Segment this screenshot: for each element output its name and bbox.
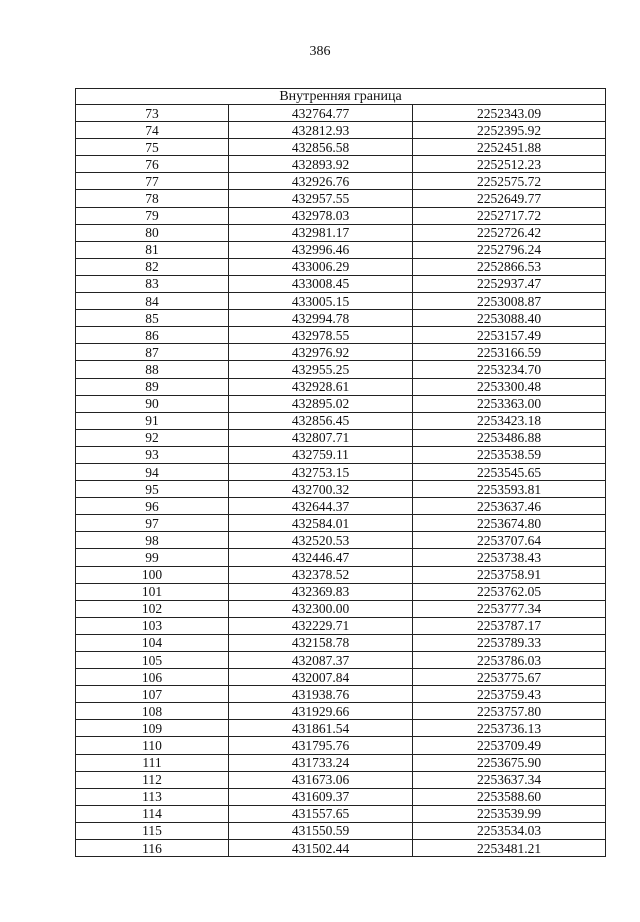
y-coordinate-cell: 2253757.80 [413,703,606,720]
x-coordinate-cell: 432369.83 [229,583,413,600]
table-row [76,498,606,515]
y-coordinate-cell: 2252512.23 [413,156,606,173]
y-coordinate-cell: 2253588.60 [413,788,606,805]
point-number-cell: 116 [76,840,229,857]
table-row [76,224,606,241]
point-number-cell: 95 [76,481,229,498]
table-row [76,378,606,395]
table-row [76,190,606,207]
point-number-cell: 84 [76,293,229,310]
x-coordinate-cell: 432584.01 [229,515,413,532]
point-number-cell: 107 [76,686,229,703]
y-coordinate-cell: 2252451.88 [413,139,606,156]
y-coordinate-cell: 2253593.81 [413,481,606,498]
x-coordinate-cell: 433008.45 [229,275,413,292]
point-number-cell: 96 [76,498,229,515]
table-row [76,344,606,361]
point-number-cell: 114 [76,805,229,822]
x-coordinate-cell: 431929.66 [229,703,413,720]
x-coordinate-cell: 432300.00 [229,600,413,617]
table-row [76,532,606,549]
point-number-cell: 110 [76,737,229,754]
y-coordinate-cell: 2252575.72 [413,173,606,190]
table-row [76,241,606,258]
y-coordinate-cell: 2253707.64 [413,532,606,549]
table-row [76,463,606,480]
y-coordinate-cell: 2253787.17 [413,617,606,634]
x-coordinate-cell: 433005.15 [229,293,413,310]
table-row [76,583,606,600]
point-number-cell: 75 [76,139,229,156]
y-coordinate-cell: 2253759.43 [413,686,606,703]
x-coordinate-cell: 431733.24 [229,754,413,771]
y-coordinate-cell: 2252937.47 [413,275,606,292]
table-row [76,566,606,583]
y-coordinate-cell: 2253538.59 [413,446,606,463]
y-coordinate-cell: 2253637.46 [413,498,606,515]
x-coordinate-cell: 431795.76 [229,737,413,754]
point-number-cell: 113 [76,788,229,805]
table-row [76,805,606,822]
table-body [76,105,606,857]
table-header-row [76,89,606,105]
table-row [76,105,606,122]
table-row [76,207,606,224]
x-coordinate-cell: 432978.55 [229,327,413,344]
y-coordinate-cell: 2253637.34 [413,771,606,788]
y-coordinate-cell: 2253675.90 [413,754,606,771]
table-row [76,669,606,686]
point-number-cell: 78 [76,190,229,207]
point-number-cell: 82 [76,258,229,275]
point-number-cell: 103 [76,617,229,634]
page-number: 386 [309,44,331,59]
point-number-cell: 98 [76,532,229,549]
coordinates-table [75,88,606,857]
y-coordinate-cell: 2253088.40 [413,310,606,327]
y-coordinate-cell: 2253777.34 [413,600,606,617]
x-coordinate-cell: 432978.03 [229,207,413,224]
x-coordinate-cell: 432895.02 [229,395,413,412]
table-row [76,481,606,498]
x-coordinate-cell: 432928.61 [229,378,413,395]
y-coordinate-cell: 2253789.33 [413,634,606,651]
table-row [76,122,606,139]
x-coordinate-cell: 432996.46 [229,241,413,258]
table-row [76,327,606,344]
point-number-cell: 90 [76,395,229,412]
point-number-cell: 92 [76,429,229,446]
x-coordinate-cell: 432764.77 [229,105,413,122]
table-row [76,412,606,429]
table-row [76,361,606,378]
table-row [76,652,606,669]
point-number-cell: 80 [76,224,229,241]
point-number-cell: 105 [76,652,229,669]
point-number-cell: 111 [76,754,229,771]
table-header: Внутренняя граница [76,89,606,105]
table-row [76,310,606,327]
x-coordinate-cell: 432976.92 [229,344,413,361]
table-row [76,771,606,788]
point-number-cell: 76 [76,156,229,173]
table-row [76,429,606,446]
x-coordinate-cell: 431938.76 [229,686,413,703]
y-coordinate-cell: 2253166.59 [413,344,606,361]
table-row [76,788,606,805]
table-row [76,275,606,292]
table-row [76,549,606,566]
table-row [76,737,606,754]
y-coordinate-cell: 2253363.00 [413,395,606,412]
y-coordinate-cell: 2253486.88 [413,429,606,446]
x-coordinate-cell: 432957.55 [229,190,413,207]
point-number-cell: 86 [76,327,229,344]
y-coordinate-cell: 2253545.65 [413,463,606,480]
table-row [76,686,606,703]
y-coordinate-cell: 2253674.80 [413,515,606,532]
table-row [76,515,606,532]
point-number-cell: 115 [76,822,229,839]
y-coordinate-cell: 2252717.72 [413,207,606,224]
point-number-cell: 88 [76,361,229,378]
y-coordinate-cell: 2253762.05 [413,583,606,600]
x-coordinate-cell: 432753.15 [229,463,413,480]
x-coordinate-cell: 432087.37 [229,652,413,669]
y-coordinate-cell: 2253736.13 [413,720,606,737]
x-coordinate-cell: 431557.65 [229,805,413,822]
x-coordinate-cell: 432807.71 [229,429,413,446]
x-coordinate-cell: 431609.37 [229,788,413,805]
point-number-cell: 93 [76,446,229,463]
x-coordinate-cell: 433006.29 [229,258,413,275]
point-number-cell: 77 [76,173,229,190]
table-row [76,395,606,412]
table-row [76,822,606,839]
y-coordinate-cell: 2253738.43 [413,549,606,566]
point-number-cell: 91 [76,412,229,429]
y-coordinate-cell: 2252866.53 [413,258,606,275]
point-number-cell: 109 [76,720,229,737]
y-coordinate-cell: 2253539.99 [413,805,606,822]
point-number-cell: 73 [76,105,229,122]
y-coordinate-cell: 2253157.49 [413,327,606,344]
table-row [76,634,606,651]
x-coordinate-cell: 432700.32 [229,481,413,498]
x-coordinate-cell: 432158.78 [229,634,413,651]
table-row [76,720,606,737]
x-coordinate-cell: 431502.44 [229,840,413,857]
x-coordinate-cell: 431861.54 [229,720,413,737]
point-number-cell: 108 [76,703,229,720]
x-coordinate-cell: 432812.93 [229,122,413,139]
table-row [76,600,606,617]
x-coordinate-cell: 431673.06 [229,771,413,788]
table-row [76,156,606,173]
x-coordinate-cell: 432520.53 [229,532,413,549]
point-number-cell: 74 [76,122,229,139]
y-coordinate-cell: 2253008.87 [413,293,606,310]
y-coordinate-cell: 2253234.70 [413,361,606,378]
y-coordinate-cell: 2252649.77 [413,190,606,207]
table-row [76,258,606,275]
point-number-cell: 89 [76,378,229,395]
x-coordinate-cell: 432926.76 [229,173,413,190]
x-coordinate-cell: 432378.52 [229,566,413,583]
y-coordinate-cell: 2253786.03 [413,652,606,669]
y-coordinate-cell: 2253300.48 [413,378,606,395]
table-row [76,703,606,720]
point-number-cell: 94 [76,463,229,480]
table-row [76,293,606,310]
point-number-cell: 87 [76,344,229,361]
table-row [76,617,606,634]
y-coordinate-cell: 2253709.49 [413,737,606,754]
x-coordinate-cell: 432893.92 [229,156,413,173]
y-coordinate-cell: 2253481.21 [413,840,606,857]
y-coordinate-cell: 2252343.09 [413,105,606,122]
x-coordinate-cell: 432955.25 [229,361,413,378]
y-coordinate-cell: 2253775.67 [413,669,606,686]
table-row [76,446,606,463]
point-number-cell: 81 [76,241,229,258]
y-coordinate-cell: 2253423.18 [413,412,606,429]
y-coordinate-cell: 2253534.03 [413,822,606,839]
x-coordinate-cell: 432759.11 [229,446,413,463]
point-number-cell: 100 [76,566,229,583]
y-coordinate-cell: 2252726.42 [413,224,606,241]
x-coordinate-cell: 432644.37 [229,498,413,515]
point-number-cell: 101 [76,583,229,600]
point-number-cell: 99 [76,549,229,566]
table-row [76,173,606,190]
point-number-cell: 97 [76,515,229,532]
x-coordinate-cell: 432994.78 [229,310,413,327]
y-coordinate-cell: 2252796.24 [413,241,606,258]
x-coordinate-cell: 432446.47 [229,549,413,566]
point-number-cell: 83 [76,275,229,292]
x-coordinate-cell: 432856.58 [229,139,413,156]
x-coordinate-cell: 432856.45 [229,412,413,429]
table-row [76,139,606,156]
point-number-cell: 85 [76,310,229,327]
y-coordinate-cell: 2253758.91 [413,566,606,583]
point-number-cell: 102 [76,600,229,617]
x-coordinate-cell: 432007.84 [229,669,413,686]
x-coordinate-cell: 432229.71 [229,617,413,634]
x-coordinate-cell: 431550.59 [229,822,413,839]
table-row [76,840,606,857]
point-number-cell: 79 [76,207,229,224]
point-number-cell: 104 [76,634,229,651]
y-coordinate-cell: 2252395.92 [413,122,606,139]
table-row [76,754,606,771]
point-number-cell: 112 [76,771,229,788]
point-number-cell: 106 [76,669,229,686]
x-coordinate-cell: 432981.17 [229,224,413,241]
